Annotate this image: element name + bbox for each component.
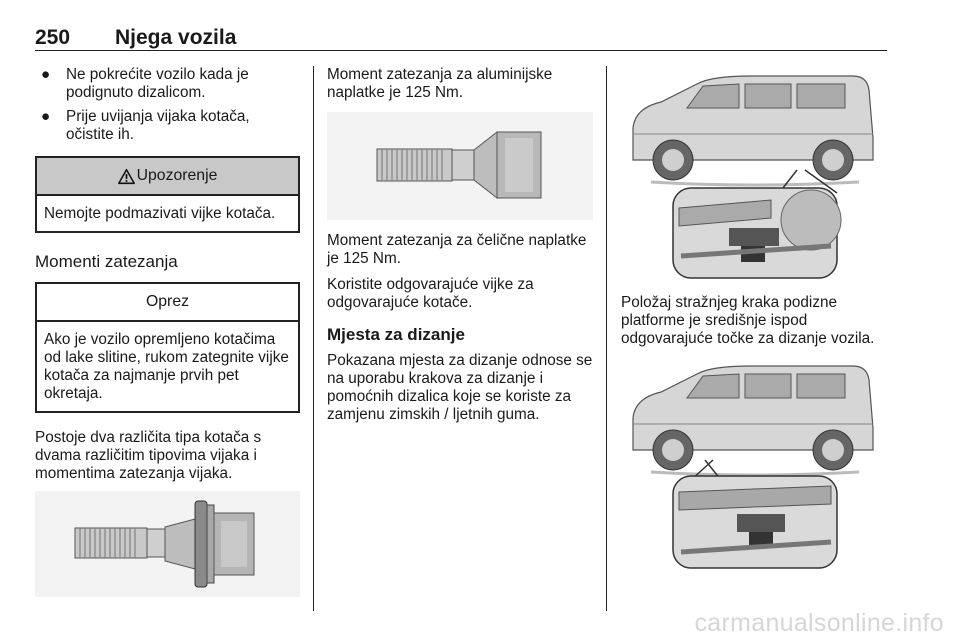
front-lift-point-illustration xyxy=(621,358,883,572)
column-1 xyxy=(35,66,300,597)
bullet-list xyxy=(35,66,300,144)
section-heading-torque: Momenti zatezanja xyxy=(35,252,178,271)
caption-rear-lift-arm: Položaj stražnjeg kraka podizne platforme je središnje ispod odgovarajuće točke za dizanje vozila. xyxy=(621,294,875,347)
section-heading-lifting-points: Mjesta za dizanje xyxy=(327,325,465,344)
warning-title: Upozorenje xyxy=(136,167,218,184)
list-item xyxy=(35,66,300,102)
bullet-text: Ne pokrećite vozilo kada je podignuto dizalicom. xyxy=(66,66,249,101)
caution-body: Ako je vozilo opremljeno kotačima od lake slitine, rukom zategnite vijke kotača za najmanje prvih pet okretaja. xyxy=(44,331,289,402)
page-header xyxy=(35,26,887,50)
paragraph-aluminium-torque: Moment zatezanja za aluminijske naplatke je 125 Nm. xyxy=(327,66,553,101)
bullet-text: Prije uvijanja vijaka kotača, očistite ih. xyxy=(66,108,250,143)
paragraph-steel-torque: Moment zatezanja za čelične naplatke je 125 Nm. xyxy=(327,232,587,267)
caution-header: Oprez xyxy=(37,284,298,322)
watermark: carmanualsonline.info xyxy=(694,609,944,637)
page-title: Njega vozila xyxy=(115,26,237,49)
warning-body: Nemojte podmazivati vijke kotača. xyxy=(44,205,276,222)
warning-box xyxy=(35,156,300,233)
warning-triangle-icon xyxy=(118,168,135,185)
header-rule xyxy=(35,50,887,51)
column-separator-1 xyxy=(313,66,314,611)
rear-lift-point-illustration xyxy=(621,68,883,280)
column-separator-2 xyxy=(606,66,607,611)
list-item xyxy=(35,108,300,144)
paragraph-wheel-types: Postoje dva različita tipa kotača s dvama različitim tipovima vijaka i momentima zatezanja vijaka. xyxy=(35,429,262,482)
wheel-bolt-aluminium-illustration xyxy=(35,491,300,597)
paragraph-matching-bolts: Koristite odgovarajuće vijke za odgovarajuće kotače. xyxy=(327,276,534,311)
column-3 xyxy=(621,66,891,572)
bullet-icon: ● xyxy=(41,108,51,125)
bullet-icon: ● xyxy=(41,66,51,83)
warning-header xyxy=(37,158,298,196)
page-number: 250 xyxy=(35,26,71,49)
column-2 xyxy=(327,66,597,432)
paragraph-lifting-points: Pokazana mjesta za dizanje odnose se na uporabu krakova za dizanje i pomoćnih dizalica koje se koriste za zamjenu zimskih / ljetnih guma. xyxy=(327,352,593,423)
caution-box xyxy=(35,282,300,413)
wheel-bolt-steel-illustration xyxy=(327,112,593,220)
